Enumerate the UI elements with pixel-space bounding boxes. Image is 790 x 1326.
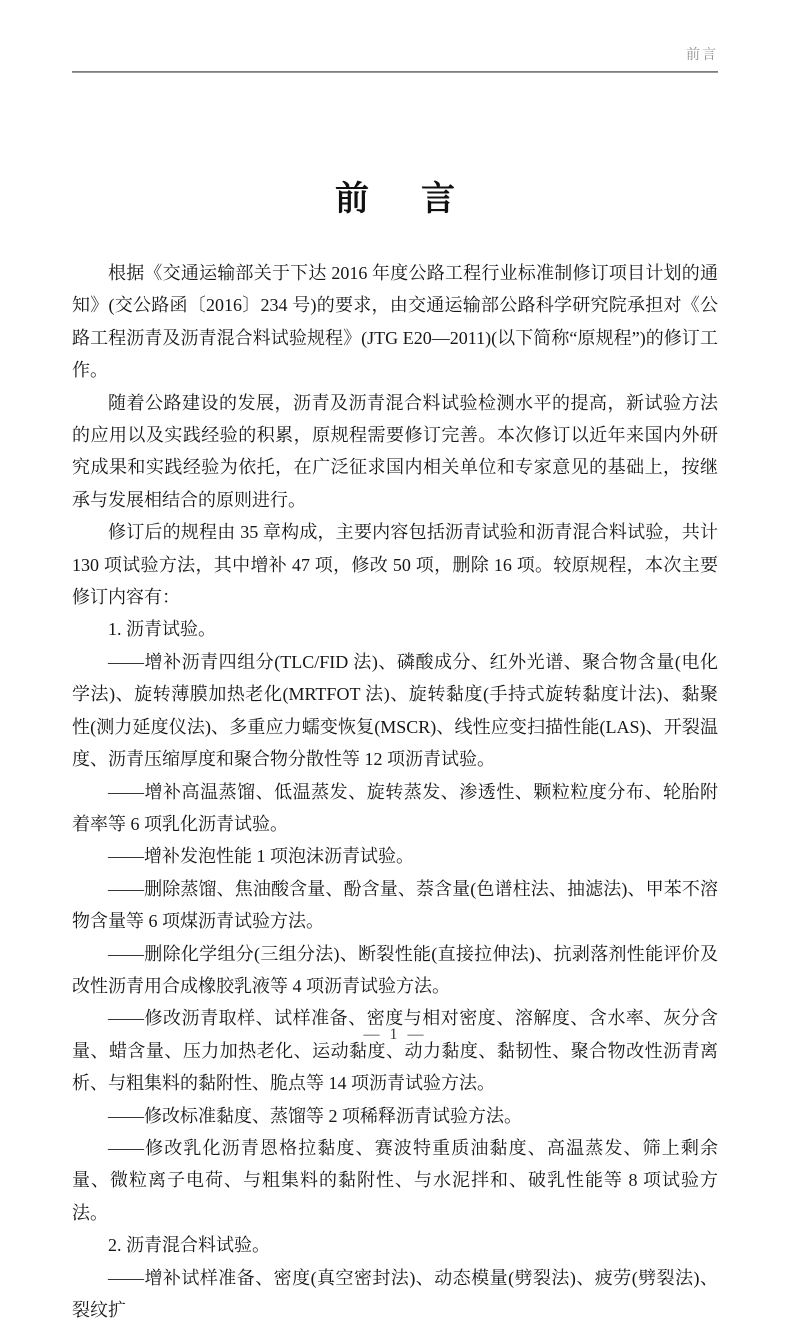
page-title — [0, 180, 790, 218]
running-header-title: 前言 — [686, 48, 718, 63]
page-number: — 1 — — [363, 1026, 427, 1043]
paragraph-item: ——增补沥青四组分(TLC/FID 法)、磷酸成分、红外光谱、聚合物含量(电化学法)、旋转薄膜加热老化(MRTFOT 法)、旋转黏度(手持式旋转黏度计法)、黏聚性(测力延度仪法)、多重应力蠕变恢复(MSCR)、线性应变扫描性能(LAS)、开裂温度、沥青压缩厚度和聚合物分散性等 12 项沥青试验。 — [72, 651, 718, 770]
page-title-char-2: 言 — [421, 180, 455, 218]
document-body — [72, 257, 718, 1326]
paragraph-item: ——修改标准黏度、蒸馏等 2 项稀释沥青试验方法。 — [108, 1105, 522, 1126]
header-divider — [72, 71, 718, 73]
page-title-char-1: 前 — [335, 180, 369, 218]
paragraph-intro: 根据《交通运输部关于下达 2016 年度公路工程行业标准制修订项目计划的通知》(交公路函〔2016〕234 号)的要求，由交通运输部公路科学研究院承担对《公路工程沥青及沥青混合料试验规程》(JTG E20—2011)(以下简称“原规程”)的修订工作。 — [72, 263, 718, 381]
paragraph-item: ——删除蒸馏、焦油酸含量、酚含量、萘含量(色谱柱法、抽滤法)、甲苯不溶物含量等 6 项煤沥青试验方法。 — [72, 878, 718, 932]
paragraph-background: 随着公路建设的发展，沥青及沥青混合料试验检测水平的提高，新试验方法的应用以及实践经验的积累，原规程需要修订完善。本次修订以近年来国内外研究成果和实践经验为依托，在广泛征求国内相关单位和专家意见的基础上，按继承与发展相结合的原则进行。 — [72, 392, 718, 510]
paragraph-item: ——增补试样准备、密度(真空密封法)、动态模量(劈裂法)、疲劳(劈裂法)、裂纹扩 — [72, 1267, 718, 1320]
paragraph-item: ——增补高温蒸馏、低温蒸发、旋转蒸发、渗透性、颗粒粒度分布、轮胎附着率等 6 项乳化沥青试验。 — [72, 781, 718, 834]
running-header — [72, 44, 718, 64]
paragraph-item: ——修改乳化沥青恩格拉黏度、赛波特重质油黏度、高温蒸发、筛上剩余量、微粒离子电荷、与粗集料的黏附性、与水泥拌和、破乳性能等 8 项试验方法。 — [72, 1137, 718, 1223]
page-footer — [0, 1026, 790, 1044]
paragraph-item: ——修改沥青取样、试样准备、密度与相对密度、溶解度、含水率、灰分含量、蜡含量、压力加热老化、运动黏度、动力黏度、黏韧性、聚合物改性沥青离析、与粗集料的黏附性、脆点等 14 项沥青试验方法。 — [72, 1008, 718, 1094]
paragraph-item: ——增补发泡性能 1 项泡沫沥青试验。 — [108, 846, 414, 867]
paragraph-item: ——删除化学组分(三组分法)、断裂性能(直接拉伸法)、抗剥落剂性能评价及改性沥青用合成橡胶乳液等 4 项沥青试验方法。 — [72, 943, 718, 996]
paragraph-section-1-heading: 1. 沥青试验。 — [108, 619, 216, 640]
paragraph-section-2-heading: 2. 沥青混合料试验。 — [108, 1235, 270, 1256]
paragraph-overview: 修订后的规程由 35 章构成，主要内容包括沥青试验和沥青混合料试验，共计 130 项试验方法，其中增补 47 项，修改 50 项，删除 16 项。较原规程，本次主要修订内容有： — [72, 522, 718, 608]
